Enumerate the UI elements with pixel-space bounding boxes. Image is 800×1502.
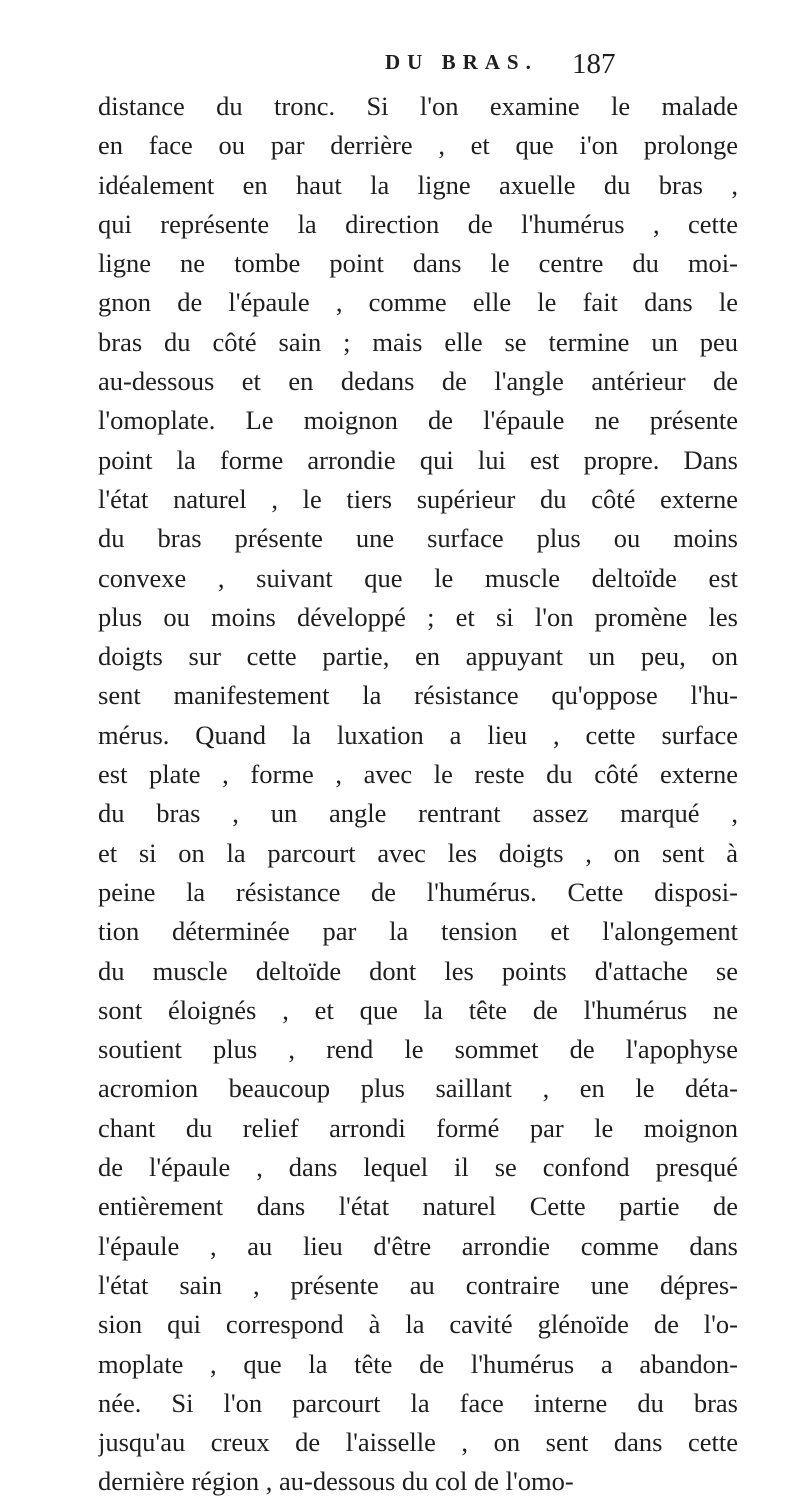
text-line: de l'épaule , dans lequel il se confond presqué bbox=[98, 1152, 738, 1183]
text-line: l'épaule , au lieu d'être arrondie comme dans bbox=[98, 1230, 738, 1261]
text-line: sion qui correspond à la cavité glénoïde de l'o- bbox=[98, 1309, 738, 1340]
text-line: et si on la parcourt avec les doigts , on sent à bbox=[98, 837, 738, 868]
text-line: doigts sur cette partie, en appuyant un peu, on bbox=[98, 641, 738, 672]
text-line: idéalement en haut la ligne axuelle du bras , bbox=[98, 169, 738, 200]
text-line: acromion beaucoup plus saillant , en le déta- bbox=[98, 1073, 738, 1104]
text-line: qui représente la direction de l'humérus , cette bbox=[98, 208, 738, 239]
body-text bbox=[98, 87, 738, 1502]
text-line: du bras présente une surface plus ou moins bbox=[98, 523, 738, 554]
running-title: DU BRAS. bbox=[385, 50, 538, 74]
text-line: point la forme arrondie qui lui est propre. Dans bbox=[98, 444, 738, 475]
text-line: tion déterminée par la tension et l'alongement bbox=[98, 916, 738, 947]
text-line: sont éloignés , et que la tête de l'humérus ne bbox=[98, 994, 738, 1025]
text-line: du bras , un angle rentrant assez marqué , bbox=[98, 798, 738, 829]
page-number: 187 bbox=[572, 48, 616, 80]
text-line: moplate , que la tête de l'humérus a abandon- bbox=[98, 1348, 738, 1379]
text-line: l'omoplate. Le moignon de l'épaule ne présente bbox=[98, 405, 738, 436]
text-line: peine la résistance de l'humérus. Cette disposi- bbox=[98, 876, 738, 907]
text-line: au-dessous et en dedans de l'angle antérieur de bbox=[98, 366, 738, 397]
text-line: distance du tronc. Si l'on examine le malade bbox=[98, 91, 738, 121]
text-line: l'état sain , présente au contraire une dépres- bbox=[98, 1269, 738, 1300]
text-line: née. Si l'on parcourt la face interne du bras bbox=[98, 1387, 738, 1418]
text-line: mérus. Quand la luxation a lieu , cette surface bbox=[98, 719, 738, 750]
text-line: est plate , forme , avec le reste du côté externe bbox=[98, 759, 738, 790]
text-line: chant du relief arrondi formé par le moignon bbox=[98, 1112, 738, 1143]
text-line: sent manifestement la résistance qu'oppose l'hu- bbox=[98, 680, 738, 711]
text-line: l'état naturel , le tiers supérieur du côté externe bbox=[98, 483, 738, 514]
text-line: ligne ne tombe point dans le centre du moi- bbox=[98, 248, 738, 279]
text-line: plus ou moins développé ; et si l'on promène les bbox=[98, 601, 738, 632]
text-line: bras du côté sain ; mais elle se termine un peu bbox=[98, 326, 738, 357]
text-line: gnon de l'épaule , comme elle le fait dans le bbox=[98, 287, 738, 318]
text-line: convexe , suivant que le muscle deltoïde est bbox=[98, 562, 738, 593]
text-line: jusqu'au creux de l'aisselle , on sent dans cette bbox=[98, 1427, 738, 1458]
running-head bbox=[0, 48, 800, 88]
text-line: en face ou par derrière , et que i'on prolonge bbox=[98, 130, 738, 161]
text-line: soutient plus , rend le sommet de l'apophyse bbox=[98, 1034, 738, 1065]
text-line: dernière région , au-dessous du col de l'omo- bbox=[98, 1466, 574, 1497]
text-line: du muscle deltoïde dont les points d'attache se bbox=[98, 955, 738, 986]
text-line: entièrement dans l'état naturel Cette partie de bbox=[98, 1191, 738, 1222]
